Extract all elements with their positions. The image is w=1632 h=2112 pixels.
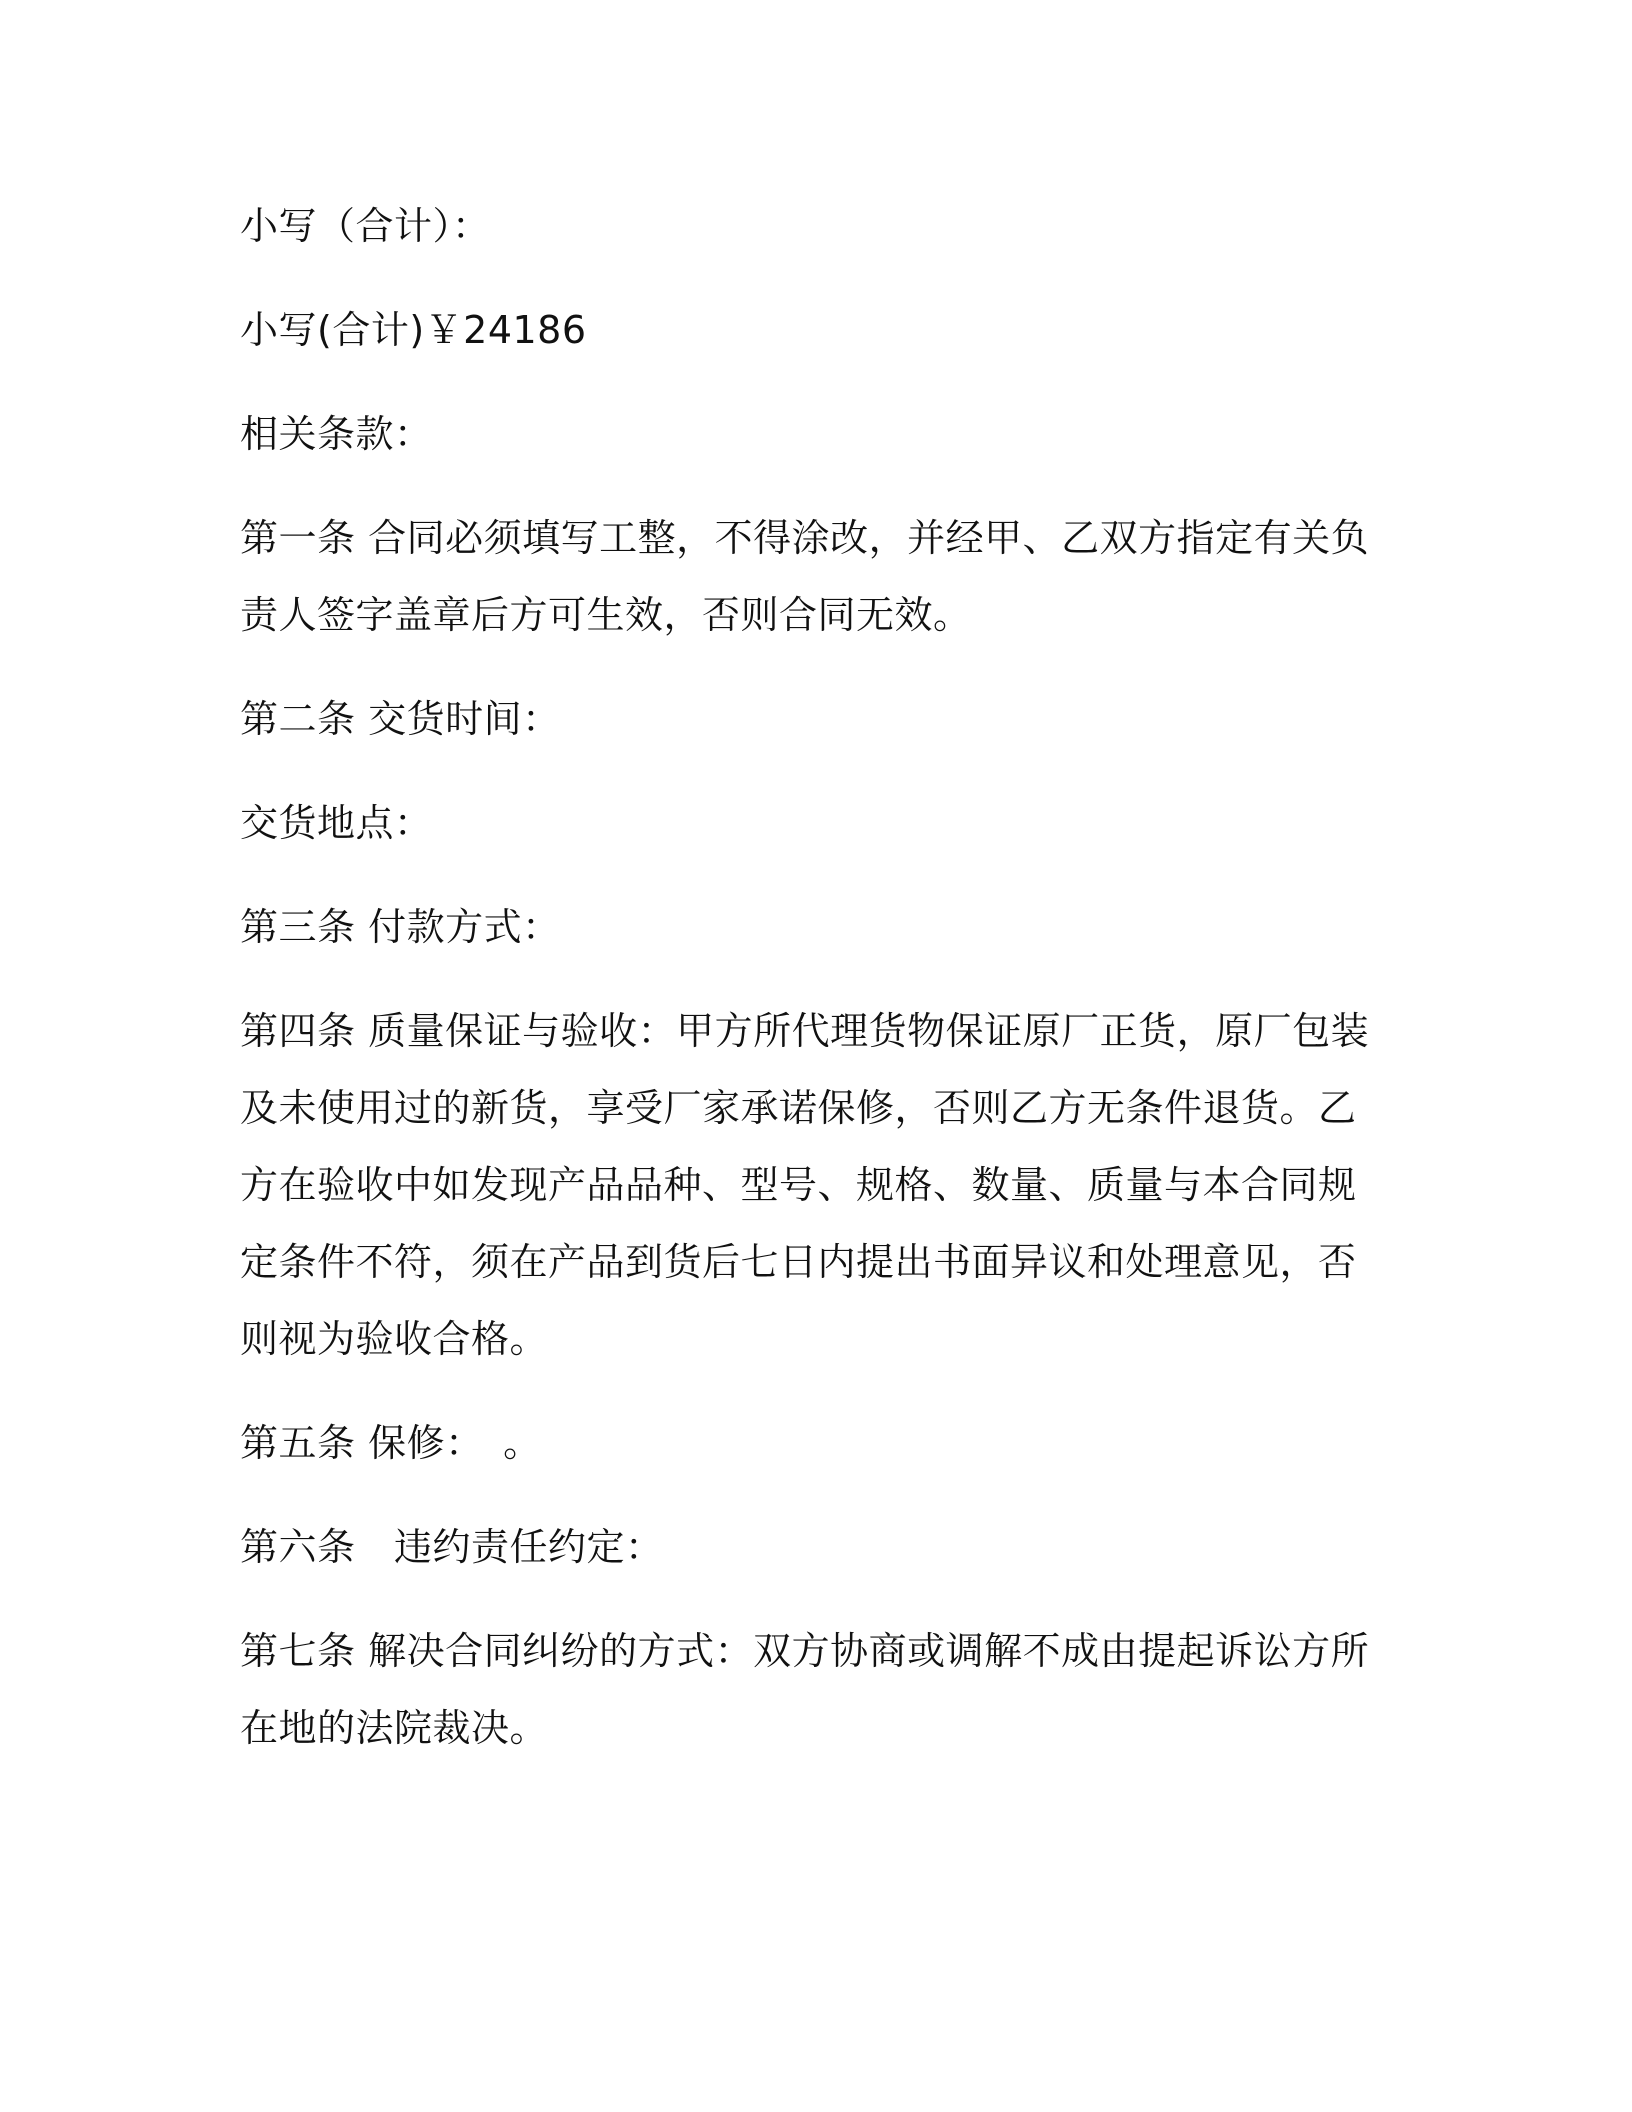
related-terms-heading: 相关条款： [240, 412, 433, 456]
amount-total-label: 小写（合计）： [240, 204, 491, 248]
delivery-location: 交货地点： [240, 801, 433, 845]
amount-total-value: 小写(合计)￥24186 [240, 308, 587, 352]
article-3-payment: 第三条 付款方式： [240, 905, 561, 949]
article-4-quality: 第四条 质量保证与验收：甲方所代理货物保证原厂正货，原厂包装及未使用过的新货，享受厂家承诺保修，否则乙方无条件退货。乙方在验收中如发现产品品种、型号、规格、数量、质量与本合同规定条件不符，须在产品到货后七日内提出书面异议和处理意见，否则视为验收合格。 [240, 1009, 1370, 1361]
article-2-delivery-time: 第二条 交货时间： [240, 697, 561, 741]
article-1: 第一条 合同必须填写工整，不得涂改，并经甲、乙双方指定有关负责人签字盖章后方可生效，否则合同无效。 [240, 516, 1370, 637]
article-7-dispute: 第七条 解决合同纠纷的方式：双方协商或调解不成由提起诉讼方所在地的法院裁决。 [240, 1629, 1370, 1750]
article-5-warranty: 第五条 保修： 。 [240, 1421, 542, 1465]
article-6-liability: 第六条 违约责任约定： [240, 1525, 664, 1569]
document-body [240, 188, 1380, 1794]
